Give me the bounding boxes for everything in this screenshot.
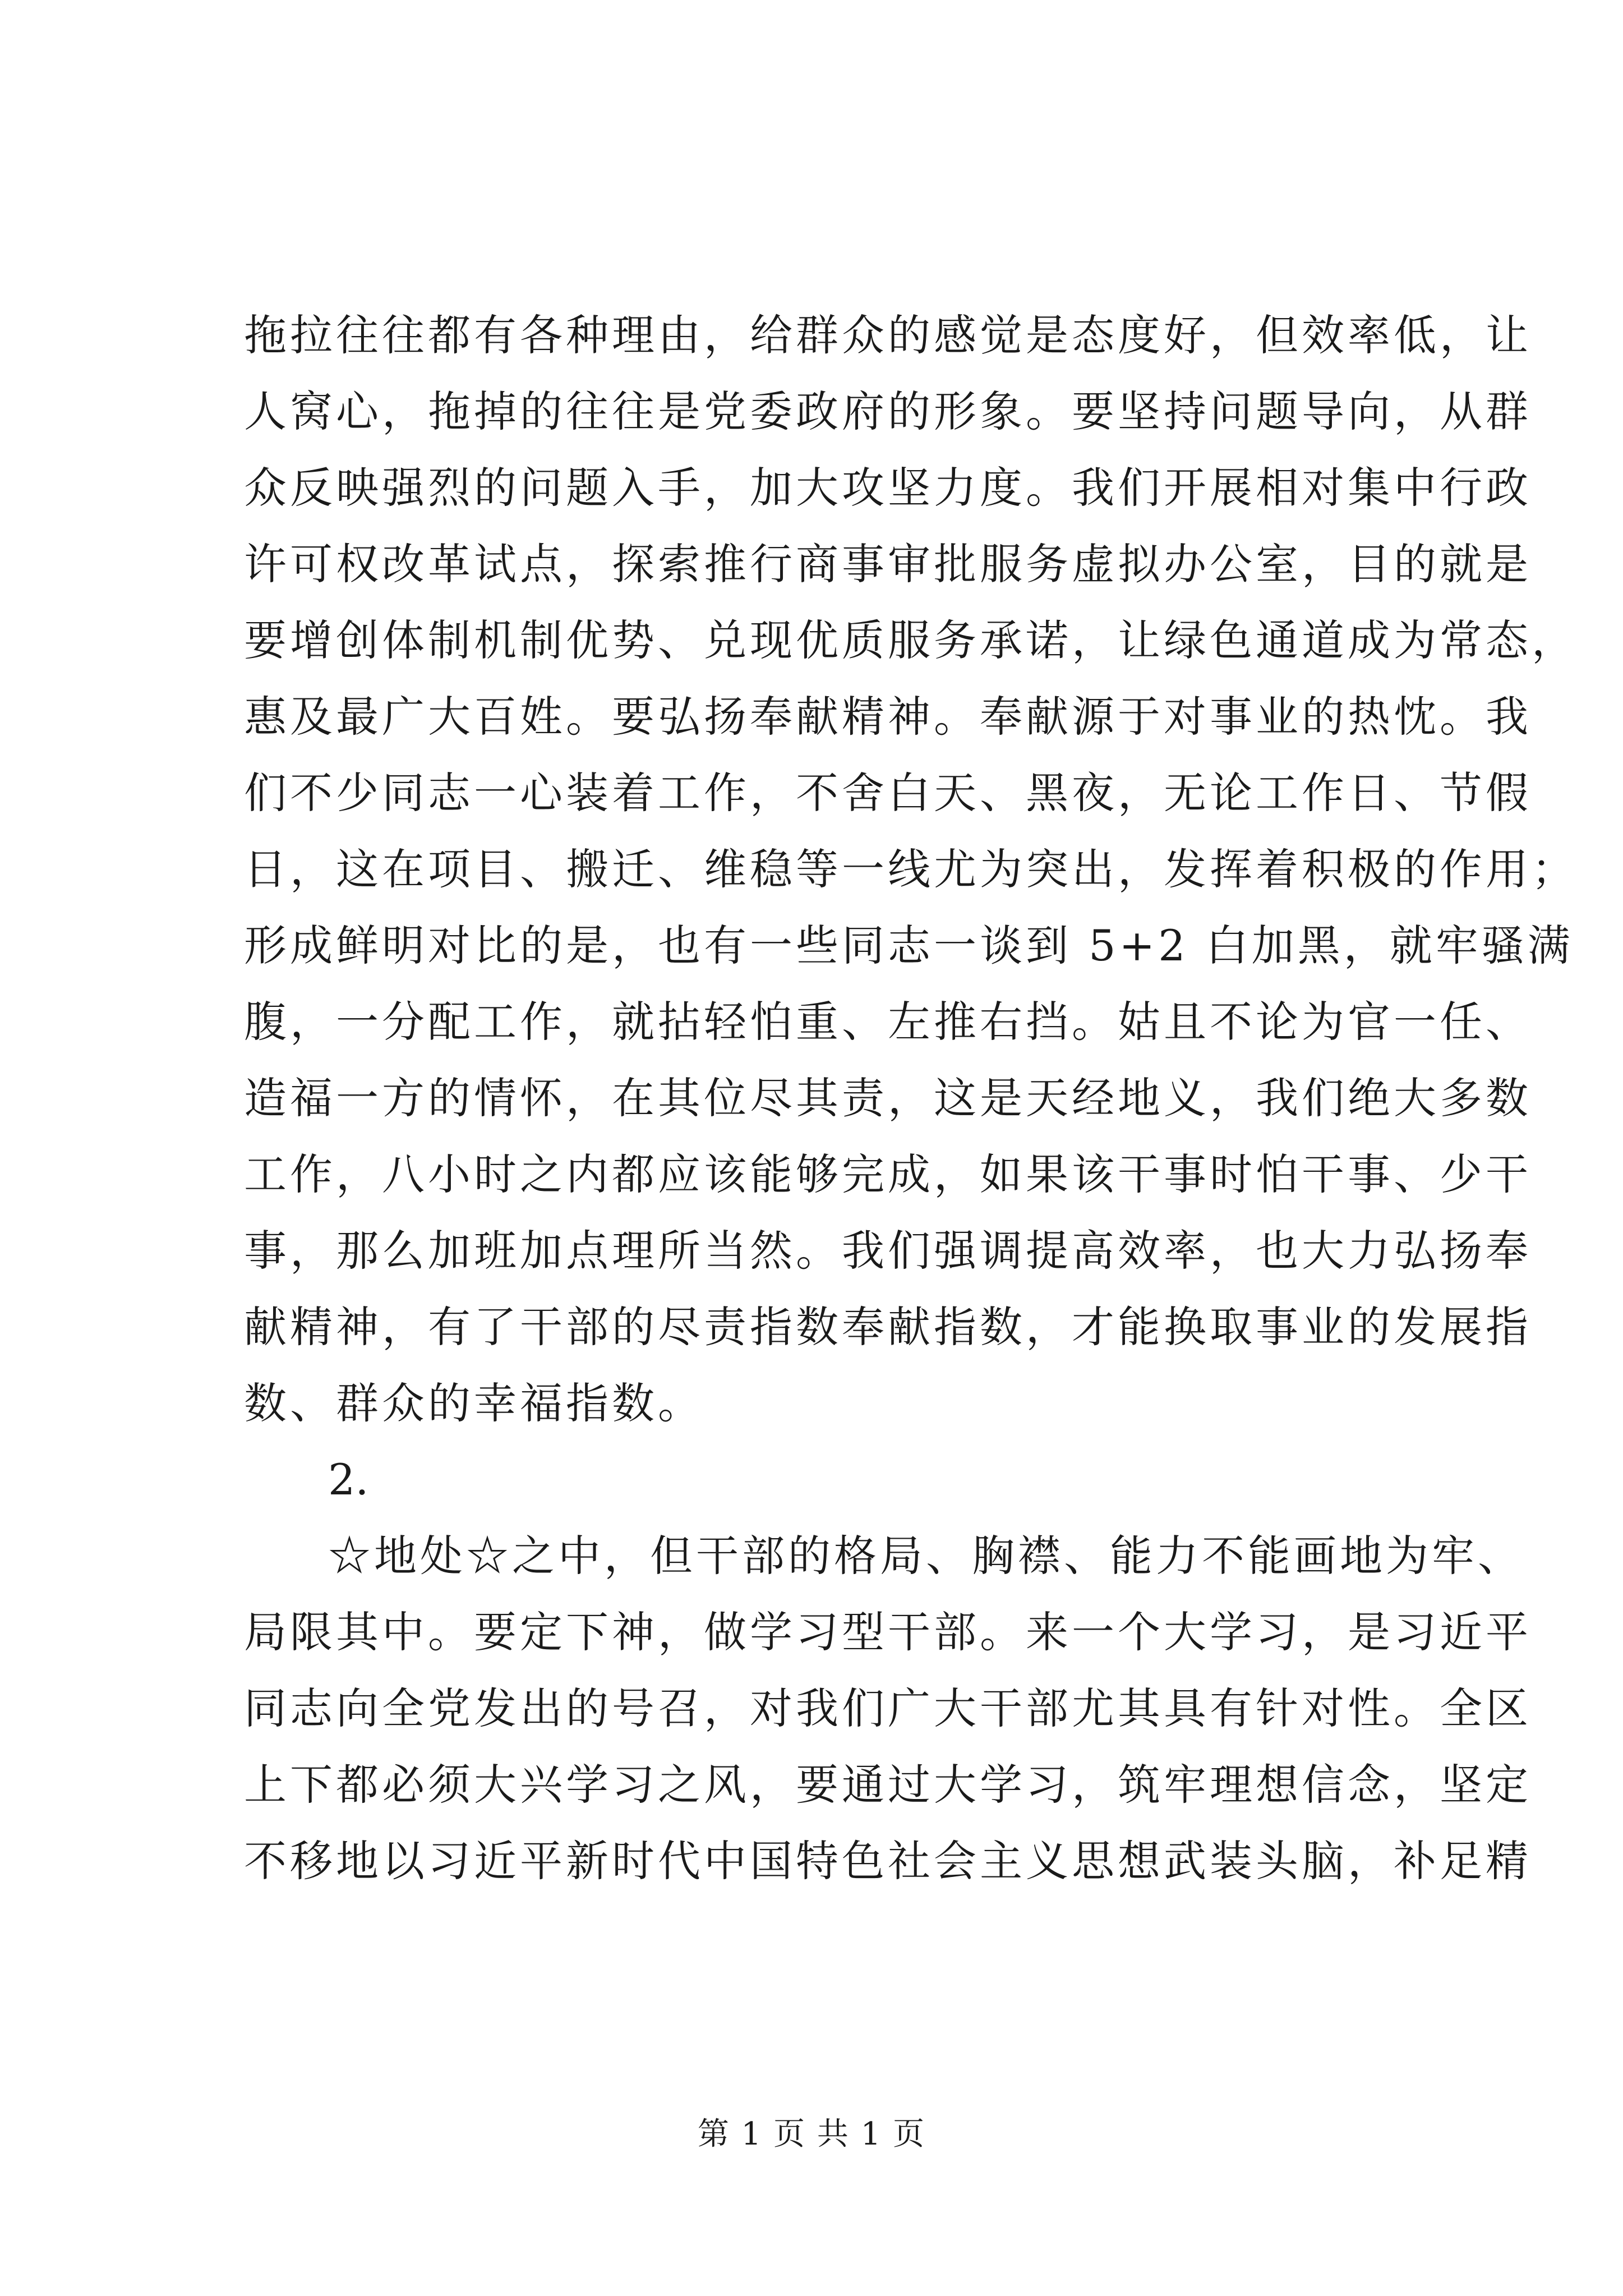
- text-line: 腹，一分配工作，就拈轻怕重、左推右挡。姑且不论为官一任、: [244, 997, 1532, 1047]
- text-line: 造福一方的情怀，在其位尽其责，这是天经地义，我们绝大多数: [244, 1073, 1532, 1123]
- text-line: 事，那么加班加点理所当然。我们强调提高效率，也大力弘扬奉: [244, 1226, 1532, 1276]
- text-line: 不移地以习近平新时代中国特色社会主义思想武装头脑，补足精: [244, 1836, 1532, 1886]
- text-line: 惠及最广大百姓。要弘扬奉献精神。奉献源于对事业的热忱。我: [244, 692, 1532, 742]
- text-line: 拖拉往往都有各种理由，给群众的感觉是态度好，但效率低，让: [244, 310, 1532, 360]
- text-line: 许可权改革试点，探索推行商事审批服务虚拟办公室，目的就是: [244, 539, 1532, 589]
- text-line: 要增创体制机制优势、兑现优质服务承诺，让绿色通道成为常态，: [244, 615, 1578, 665]
- text-line: 日，这在项目、搬迁、维稳等一线尤为突出，发挥着积极的作用；: [244, 844, 1578, 894]
- document-body: [244, 297, 1578, 1899]
- text-line: 献精神，有了干部的尽责指数奉献指数，才能换取事业的发展指: [244, 1302, 1532, 1352]
- text-line: 数、群众的幸福指数。: [244, 1378, 704, 1428]
- paragraph-first-line: ☆地处☆之中，但干部的格局、胸襟、能力不能画地为牢、: [328, 1531, 1524, 1581]
- text-line: 上下都必须大兴学习之风，要通过大学习，筑牢理想信念，坚定: [244, 1760, 1532, 1810]
- text-line: 形成鲜明对比的是，也有一些同志一谈到 5+2 白加黑，就牢骚满: [244, 921, 1574, 970]
- text-line: 同志向全党发出的号召，对我们广大干部尤其具有针对性。全区: [244, 1683, 1532, 1733]
- text-line: 人窝心，拖掉的往往是党委政府的形象。要坚持问题导向，从群: [244, 386, 1532, 436]
- text-line: 们不少同志一心装着工作，不舍白天、黑夜，无论工作日、节假: [244, 768, 1532, 818]
- section-number: 2.: [328, 1455, 369, 1504]
- text-line: 局限其中。要定下神，做学习型干部。来一个大学习，是习近平: [244, 1607, 1532, 1657]
- text-line: 众反映强烈的问题入手，加大攻坚力度。我们开展相对集中行政: [244, 463, 1532, 513]
- page-footer: 第 1 页 共 1 页: [697, 2116, 926, 2152]
- text-line: 工作，八小时之内都应该能够完成，如果该干事时怕干事、少干: [244, 1149, 1532, 1199]
